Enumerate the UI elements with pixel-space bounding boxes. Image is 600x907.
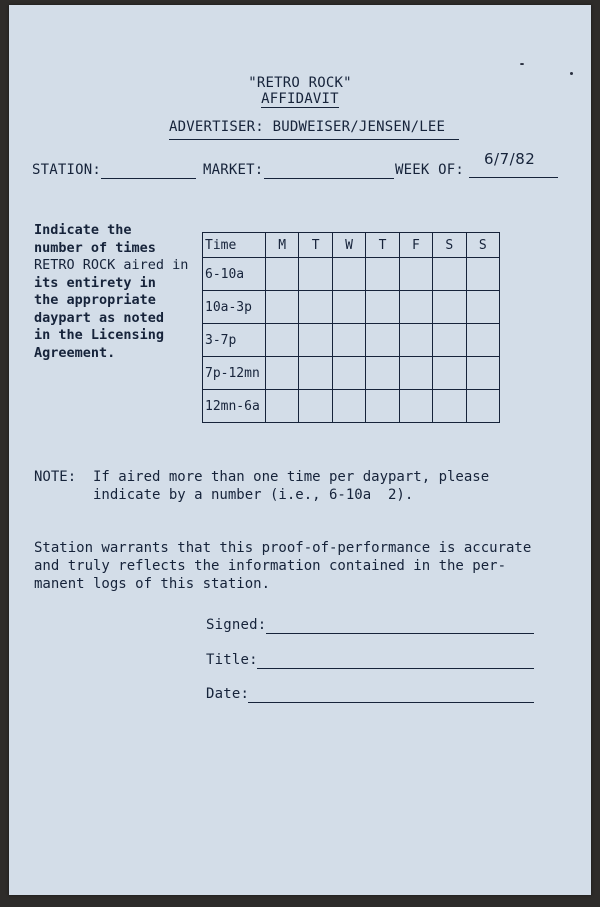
grid-day-header: F xyxy=(399,233,432,258)
paper-speck xyxy=(520,63,524,65)
grid-day-header: T xyxy=(299,233,332,258)
advertiser-label: ADVERTISER: xyxy=(169,119,264,135)
grid-cell[interactable] xyxy=(399,357,432,390)
grid-cell[interactable] xyxy=(332,390,365,423)
grid-cell[interactable] xyxy=(399,390,432,423)
grid-cell[interactable] xyxy=(266,390,299,423)
form-title: "RETRO ROCK" xyxy=(248,75,352,91)
instruction-line: Indicate the xyxy=(34,222,132,238)
market-field[interactable] xyxy=(264,178,394,179)
grid-cell[interactable] xyxy=(266,357,299,390)
instruction-line: number of times xyxy=(34,239,156,256)
daypart-label: 10a-3p xyxy=(203,291,266,324)
instruction-line: the appropriate xyxy=(34,292,156,308)
instruction-line: daypart as noted xyxy=(34,309,165,326)
instruction-line: RETRO ROCK aired in xyxy=(34,257,189,273)
title-label: Title: xyxy=(206,652,258,668)
grid-cell[interactable] xyxy=(332,258,365,291)
grid-row xyxy=(203,390,500,423)
station-label: STATION: xyxy=(32,162,102,178)
note-block xyxy=(34,468,489,504)
grid-day-header: M xyxy=(266,233,299,258)
daypart-label: 3-7p xyxy=(203,324,266,357)
grid-cell[interactable] xyxy=(332,291,365,324)
date-label: Date: xyxy=(206,686,250,702)
form-subtitle-text: AFFIDAVIT xyxy=(261,91,339,107)
instruction-line: its entirety in xyxy=(34,274,156,291)
signed-field[interactable] xyxy=(266,633,534,634)
grid-cell[interactable] xyxy=(399,324,432,357)
grid-cell[interactable] xyxy=(433,324,466,357)
daypart-label: 6-10a xyxy=(203,258,266,291)
advertiser-value: BUDWEISER/JENSEN/LEE xyxy=(272,119,446,135)
grid-day-header: S xyxy=(433,233,466,258)
grid-cell[interactable] xyxy=(399,291,432,324)
grid-cell[interactable] xyxy=(266,291,299,324)
affidavit-form xyxy=(9,5,591,895)
grid-cell[interactable] xyxy=(466,258,499,291)
grid-cell[interactable] xyxy=(433,357,466,390)
instruction-line: in the Licensing xyxy=(34,327,165,343)
grid-cell[interactable] xyxy=(266,324,299,357)
grid-day-header: T xyxy=(366,233,399,258)
grid-row xyxy=(203,291,500,324)
warranty-line: and truly reflects the information contained in the per- xyxy=(34,558,507,574)
grid-cell[interactable] xyxy=(433,291,466,324)
advertiser-line xyxy=(169,119,445,135)
grid-cell[interactable] xyxy=(366,390,399,423)
grid-cell[interactable] xyxy=(466,324,499,357)
title-field[interactable] xyxy=(257,668,534,669)
week-field[interactable] xyxy=(469,177,558,178)
advertiser-rule xyxy=(169,139,459,140)
grid-day-header: S xyxy=(466,233,499,258)
grid-cell[interactable] xyxy=(399,258,432,291)
instruction-line: Agreement. xyxy=(34,344,116,361)
grid-cell[interactable] xyxy=(332,324,365,357)
grid-header-row xyxy=(203,233,500,258)
grid-cell[interactable] xyxy=(366,291,399,324)
grid-cell[interactable] xyxy=(466,357,499,390)
daypart-grid xyxy=(202,232,500,423)
grid-cell[interactable] xyxy=(466,291,499,324)
grid-cell[interactable] xyxy=(299,357,332,390)
instructions-block xyxy=(34,222,188,362)
grid-cell[interactable] xyxy=(266,258,299,291)
grid-cell[interactable] xyxy=(433,258,466,291)
warranty-line: manent logs of this station. xyxy=(34,576,271,592)
warranty-block xyxy=(34,539,531,593)
grid-cell[interactable] xyxy=(299,390,332,423)
note-line: indicate by a number (i.e., 6-10a 2). xyxy=(34,487,414,503)
grid-day-header: W xyxy=(332,233,365,258)
grid-cell[interactable] xyxy=(299,324,332,357)
grid-cell[interactable] xyxy=(433,390,466,423)
station-field[interactable] xyxy=(101,178,196,179)
grid-row xyxy=(203,258,500,291)
grid-time-header: Time xyxy=(203,233,266,258)
grid-cell[interactable] xyxy=(366,357,399,390)
grid-cell[interactable] xyxy=(299,291,332,324)
week-label: WEEK OF: xyxy=(395,162,465,178)
grid-cell[interactable] xyxy=(332,357,365,390)
week-value: 6/7/82 xyxy=(484,150,536,168)
market-label: MARKET: xyxy=(203,162,264,178)
daypart-label: 7p-12mn xyxy=(203,357,266,390)
grid-cell[interactable] xyxy=(366,324,399,357)
form-subtitle xyxy=(9,91,591,107)
grid-cell[interactable] xyxy=(466,390,499,423)
daypart-label: 12mn-6a xyxy=(203,390,266,423)
grid-row xyxy=(203,324,500,357)
grid-cell[interactable] xyxy=(299,258,332,291)
signed-label: Signed: xyxy=(206,617,267,633)
warranty-line: Station warrants that this proof-of-performance is accurate xyxy=(34,540,532,556)
date-field[interactable] xyxy=(248,702,534,703)
grid-cell[interactable] xyxy=(366,258,399,291)
grid-row xyxy=(203,357,500,390)
note-line: NOTE: If aired more than one time per daypart, please xyxy=(34,469,490,485)
